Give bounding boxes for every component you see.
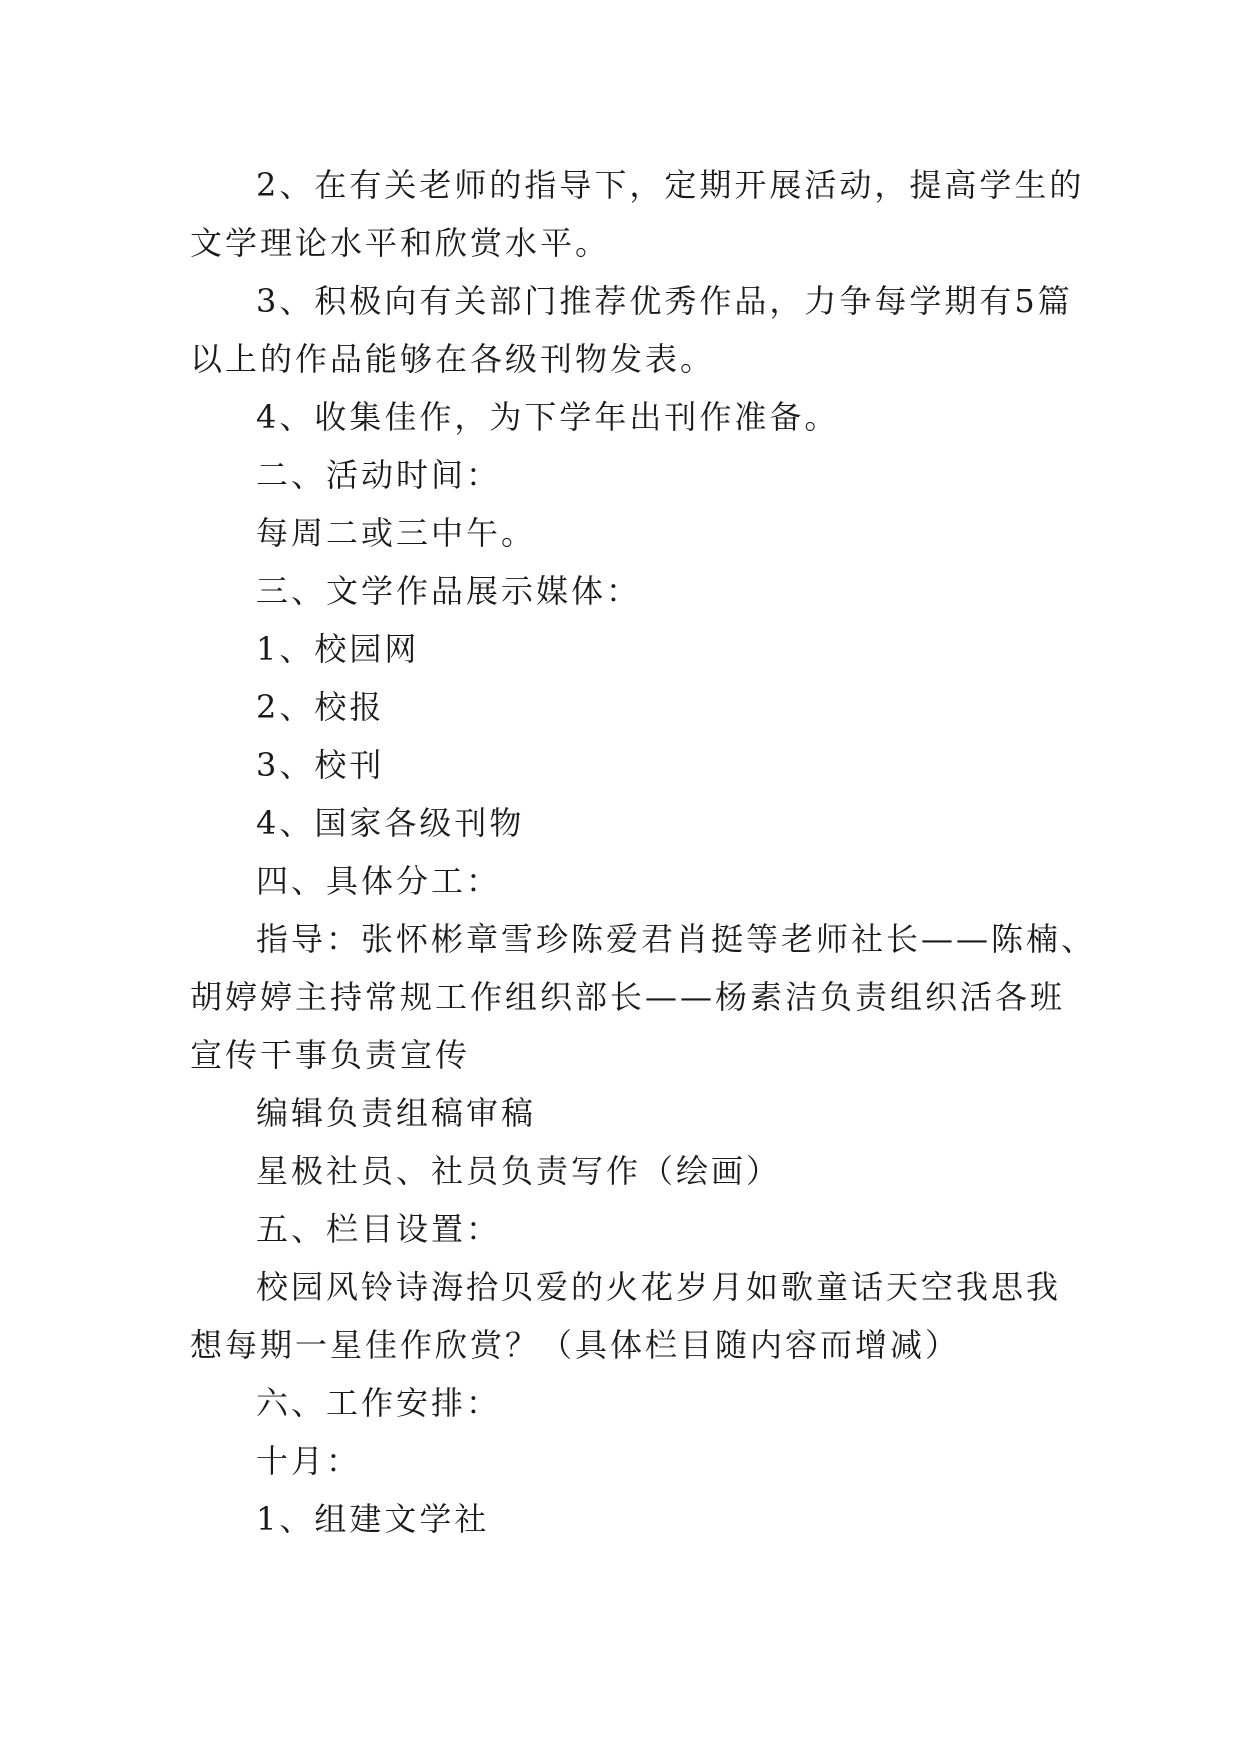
paragraph-line: 编辑负责组稿审稿 — [256, 1094, 537, 1132]
paragraph-line: 十月： — [256, 1442, 362, 1480]
paragraph-line: 胡婷婷主持常规工作组织部长——杨素洁负责组织活各班 — [190, 978, 1066, 1016]
section-heading: 二、活动时间： — [256, 456, 502, 494]
paragraph-line: 文学理论水平和欣赏水平。 — [190, 224, 611, 262]
list-item: 1、校园网 — [256, 630, 420, 668]
paragraph-line: 星极社员、社员负责写作（绘画） — [256, 1152, 782, 1190]
paragraph-line: 指导：张怀彬章雪珍陈爱君肖挺等老师社长——陈楠、 — [256, 920, 1097, 958]
list-item: 1、组建文学社 — [256, 1500, 490, 1538]
section-heading: 四、具体分工： — [256, 862, 502, 900]
list-item: 3、校刊 — [256, 746, 385, 784]
section-heading: 三、文学作品展示媒体： — [256, 572, 642, 610]
paragraph-line: 3、积极向有关部门推荐优秀作品，力争每学期有5篇 — [256, 282, 1073, 320]
paragraph-line: 以上的作品能够在各级刊物发表。 — [190, 340, 716, 378]
list-item: 2、校报 — [256, 688, 385, 726]
paragraph-line: 每周二或三中午。 — [256, 514, 537, 552]
section-heading: 五、栏目设置： — [256, 1210, 502, 1248]
paragraph-line: 4、收集佳作，为下学年出刊作准备。 — [256, 398, 840, 436]
paragraph-line: 校园风铃诗海拾贝爱的火花岁月如歌童话天空我思我 — [256, 1268, 1062, 1306]
paragraph-line: 2、在有关老师的指导下，定期开展活动，提高学生的 — [256, 166, 1085, 204]
section-heading: 六、工作安排： — [256, 1384, 502, 1422]
list-item: 4、国家各级刊物 — [256, 804, 525, 842]
paragraph-line: 想每期一星佳作欣赏？（具体栏目随内容而增减） — [190, 1326, 961, 1364]
paragraph-line: 宣传干事负责宣传 — [190, 1036, 471, 1074]
